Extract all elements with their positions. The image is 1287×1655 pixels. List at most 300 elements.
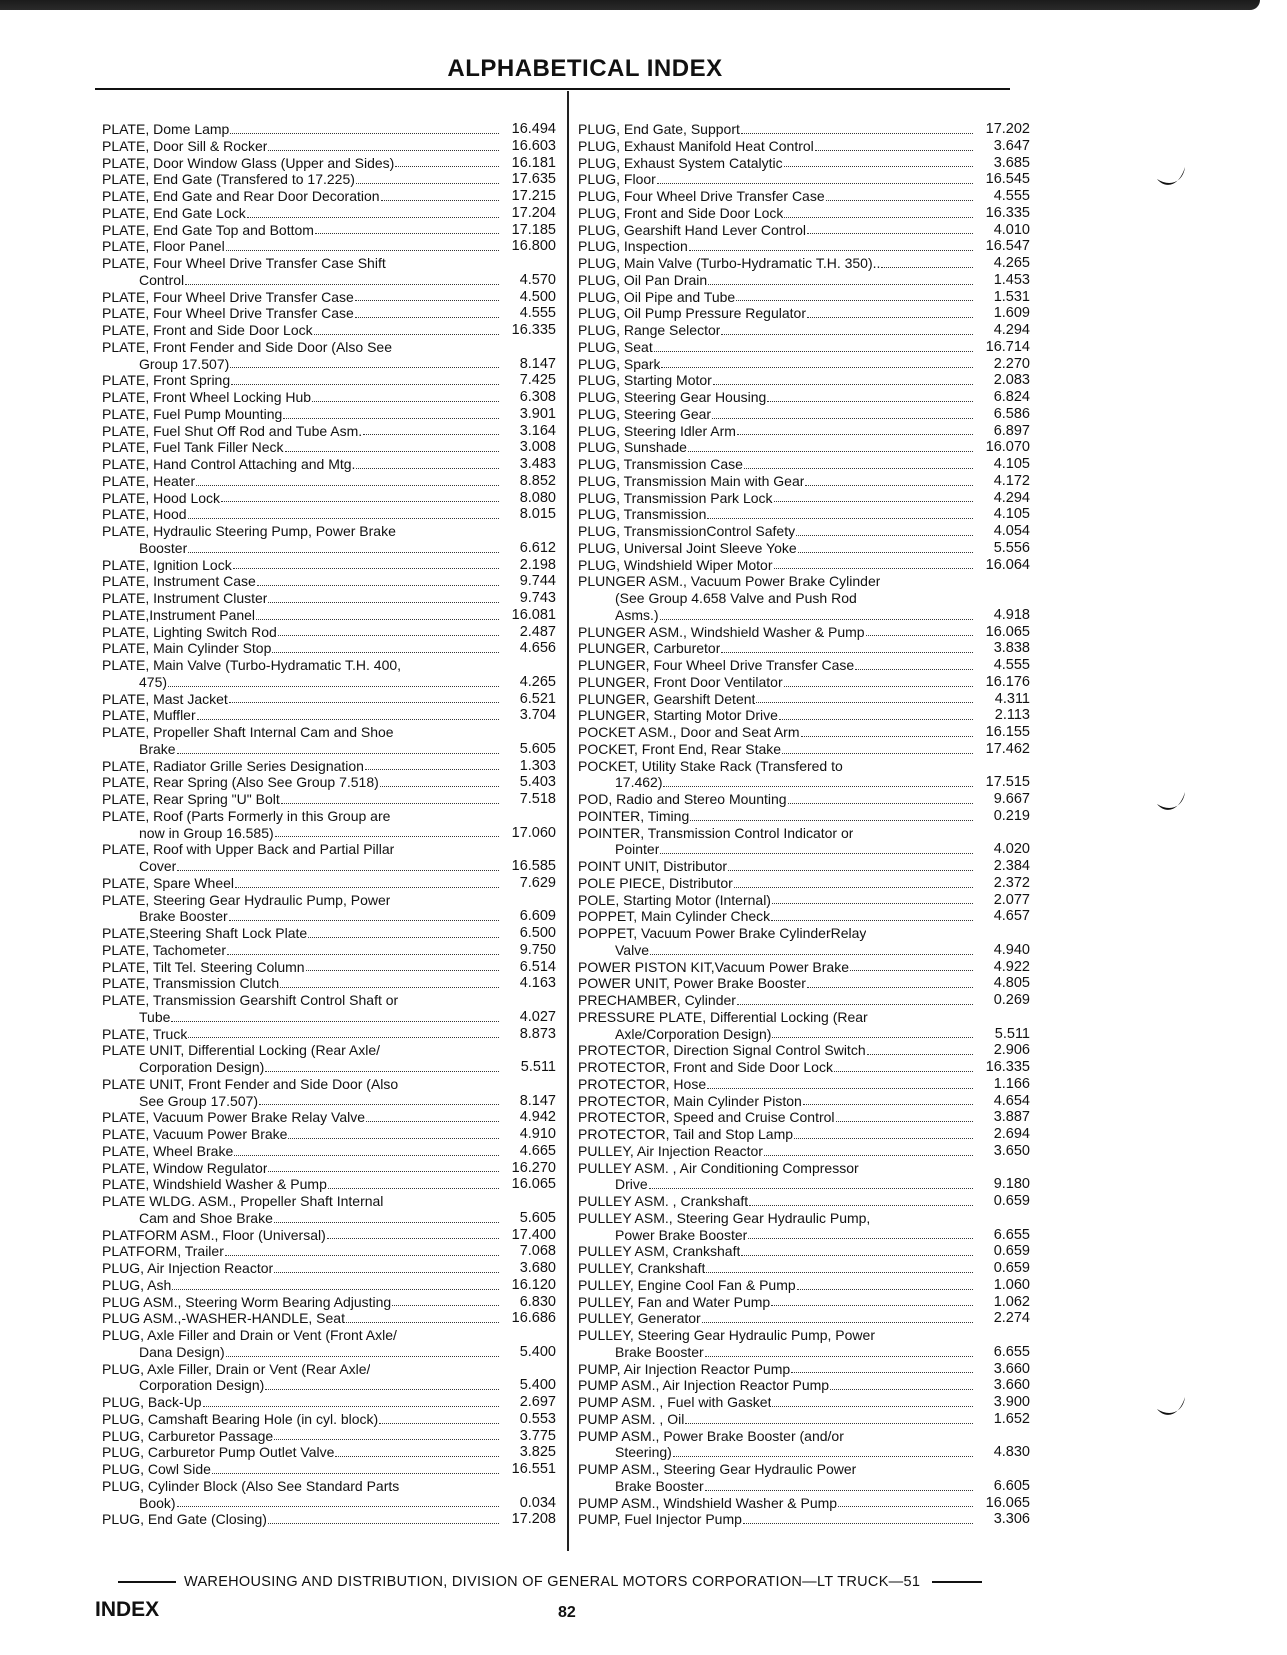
index-entry bbox=[102, 1042, 556, 1059]
dot-leader bbox=[229, 920, 499, 921]
index-entry-name: PLATE, Steering Gear Hydraulic Pump, Power bbox=[102, 891, 391, 908]
dot-leader bbox=[788, 803, 973, 804]
index-entry-group: 4.922 bbox=[993, 958, 1030, 975]
dot-leader bbox=[274, 1222, 499, 1223]
index-entry bbox=[102, 1160, 556, 1177]
index-entry bbox=[578, 1411, 1030, 1428]
index-entry-name: PLATE, End Gate Top and Bottom bbox=[102, 221, 314, 238]
index-entry-group: 3.483 bbox=[519, 456, 556, 472]
index-entry-name: PLUG, Carburetor Passage bbox=[102, 1427, 274, 1444]
index-entry-group: 5.605 bbox=[519, 740, 556, 757]
index-entry bbox=[578, 791, 1030, 808]
index-entry-name: PLATE, Rear Spring (Also See Group 7.518) bbox=[102, 774, 379, 791]
index-entry-name: PULLEY, Air Injection Reactor bbox=[578, 1142, 763, 1159]
dot-leader bbox=[660, 619, 973, 620]
index-entry bbox=[102, 808, 556, 825]
dot-leader bbox=[663, 786, 973, 787]
dot-leader bbox=[756, 702, 973, 703]
index-entry bbox=[102, 908, 556, 925]
index-entry-name: PLUG, Transmission Main with Gear bbox=[578, 472, 805, 489]
index-entry-name: PLATE, Truck bbox=[102, 1025, 188, 1042]
index-entry-name: POCKET, Utility Stake Rack (Transfered to bbox=[578, 757, 843, 774]
dot-leader bbox=[203, 1406, 499, 1407]
index-entry bbox=[578, 1461, 1030, 1478]
index-entry-group: 3.825 bbox=[519, 1444, 556, 1461]
index-entry-name: PLATE, End Gate Lock bbox=[102, 204, 246, 221]
index-entry-name: PRESSURE PLATE, Differential Locking (Rear bbox=[578, 1008, 868, 1025]
index-entry-group: 8.015 bbox=[519, 506, 556, 523]
dot-leader bbox=[654, 351, 973, 352]
index-entry bbox=[578, 272, 1030, 289]
dot-leader bbox=[784, 217, 973, 218]
index-entry bbox=[578, 490, 1030, 507]
index-entry-group: 2.198 bbox=[519, 556, 556, 573]
index-entry-name: PLUNGER, Four Wheel Drive Transfer Case bbox=[578, 657, 855, 673]
index-entry bbox=[578, 875, 1030, 892]
index-entry-name: PLATE, Hand Control Attaching and Mtg. bbox=[102, 456, 356, 472]
dot-leader bbox=[830, 1389, 973, 1390]
dot-leader bbox=[356, 183, 499, 184]
index-entry-name: POLE PIECE, Distributor bbox=[578, 874, 733, 891]
index-entry-name: PROTECTOR, Hose bbox=[578, 1075, 707, 1092]
index-entry-group: 4.665 bbox=[519, 1142, 556, 1159]
index-entry bbox=[102, 490, 556, 507]
index-entry bbox=[102, 892, 556, 909]
index-entry-name: PLATE WLDG. ASM., Propeller Shaft Internal bbox=[102, 1193, 384, 1209]
index-entry bbox=[578, 992, 1030, 1009]
index-entry-name: POINTER, Transmission Control Indicator or bbox=[578, 824, 854, 841]
dot-leader bbox=[784, 166, 973, 167]
index-entry-name: PLUG, TransmissionControl Safety bbox=[578, 523, 796, 539]
index-entry-group: 6.655 bbox=[993, 1343, 1030, 1360]
index-entry bbox=[578, 1294, 1030, 1311]
index-entry-name: PUMP ASM., Steering Gear Hydraulic Power bbox=[578, 1461, 857, 1477]
index-entry-name: PLATE, Main Cylinder Stop bbox=[102, 640, 272, 657]
dot-leader bbox=[268, 1171, 499, 1172]
index-entry-group: 7.068 bbox=[519, 1243, 556, 1260]
index-entry bbox=[102, 506, 556, 523]
index-entry-group: 16.064 bbox=[985, 556, 1030, 573]
index-entry bbox=[578, 188, 1030, 205]
footer-rule-left bbox=[118, 1581, 176, 1583]
index-entry bbox=[102, 992, 556, 1009]
index-entry bbox=[578, 908, 1030, 925]
index-entry bbox=[578, 1495, 1030, 1512]
dot-leader bbox=[233, 568, 499, 569]
index-entry-group: 1.303 bbox=[519, 757, 556, 774]
index-entry-name: PROTECTOR, Front and Side Door Lock bbox=[578, 1059, 833, 1075]
index-entry-group: 2.697 bbox=[519, 1394, 556, 1410]
index-entry-name: PLATFORM ASM., Floor (Universal) bbox=[102, 1226, 326, 1243]
index-entry bbox=[578, 1076, 1030, 1093]
index-entry-group: 2.270 bbox=[993, 355, 1030, 372]
index-entry bbox=[102, 557, 556, 574]
index-entry-group: 5.400 bbox=[519, 1377, 556, 1394]
index-entry bbox=[578, 1176, 1030, 1193]
index-entry-name: PLATE, End Gate (Transfered to 17.225) bbox=[102, 171, 355, 188]
index-entry bbox=[578, 1310, 1030, 1327]
index-entry bbox=[102, 389, 556, 406]
index-entry-name: PLUG, Camshaft Bearing Hole (in cyl. block) bbox=[102, 1410, 379, 1427]
index-entry bbox=[102, 1461, 556, 1478]
index-entry-name: PLATE, Ignition Lock bbox=[102, 556, 232, 573]
dot-leader bbox=[312, 401, 499, 402]
index-entry-name: PLUG, Seat bbox=[578, 338, 653, 355]
index-entry-name: PLUG, End Gate, Support bbox=[578, 121, 740, 137]
dot-leader bbox=[268, 602, 499, 603]
index-entry-name: Brake Booster bbox=[615, 1343, 704, 1360]
index-entry bbox=[102, 121, 556, 138]
index-entry bbox=[102, 724, 556, 741]
index-entry-group: 4.010 bbox=[993, 221, 1030, 238]
index-entry-name: PLATE, Instrument Cluster bbox=[102, 590, 268, 606]
dot-leader bbox=[737, 434, 973, 435]
index-entry-group: 17.515 bbox=[985, 774, 1030, 791]
index-entry-group: 17.060 bbox=[511, 824, 556, 841]
index-entry bbox=[102, 272, 556, 289]
index-entry-name: PLATE, Main Valve (Turbo-Hydramatic T.H. 400, bbox=[102, 657, 402, 673]
index-entry-name: PLATE, Rear Spring "U" Bolt bbox=[102, 791, 280, 807]
index-entry-group: 5.400 bbox=[519, 1343, 556, 1360]
index-entry-group: 4.940 bbox=[993, 941, 1030, 958]
index-entry bbox=[102, 456, 556, 473]
index-entry bbox=[102, 774, 556, 791]
index-entry-name: Valve bbox=[615, 941, 649, 958]
binder-hole-mark-icon bbox=[1155, 1395, 1187, 1421]
dot-leader bbox=[881, 267, 973, 268]
index-entry-group: 2.077 bbox=[993, 891, 1030, 908]
index-entry-name: PROTECTOR, Tail and Stop Lamp bbox=[578, 1126, 794, 1142]
index-entry bbox=[578, 1093, 1030, 1110]
index-entry-name: PLUG, Front and Side Door Lock bbox=[578, 204, 784, 221]
index-entry-name: PLUG, Carburetor Pump Outlet Valve bbox=[102, 1444, 335, 1461]
index-entry bbox=[102, 858, 556, 875]
dot-leader bbox=[749, 1205, 973, 1206]
dot-leader bbox=[850, 970, 973, 971]
index-entry bbox=[578, 423, 1030, 440]
page-number: 82 bbox=[558, 1604, 576, 1621]
index-entry bbox=[102, 1076, 556, 1093]
index-entry-name: PLATE, Heater bbox=[102, 472, 196, 489]
index-entry bbox=[578, 506, 1030, 523]
index-entry-group: 1.453 bbox=[993, 271, 1030, 288]
index-entry-group: 9.744 bbox=[519, 573, 556, 590]
index-entry bbox=[578, 155, 1030, 172]
index-entry-name: PLUG, Spark bbox=[578, 355, 661, 372]
dot-leader bbox=[308, 937, 499, 938]
index-entry-name: PROTECTOR, Main Cylinder Piston bbox=[578, 1092, 802, 1109]
index-entry-group: 1.062 bbox=[993, 1293, 1030, 1310]
dot-leader bbox=[798, 552, 973, 553]
index-entry-name: PLUNGER, Front Door Ventilator bbox=[578, 673, 783, 690]
index-entry-name: Brake Booster bbox=[615, 1477, 704, 1494]
index-entry-name: PLUG ASM.,-WASHER-HANDLE, Seat bbox=[102, 1310, 345, 1327]
index-entry-group: 3.660 bbox=[993, 1360, 1030, 1377]
dot-leader bbox=[836, 1121, 973, 1122]
index-entry-group: 9.750 bbox=[519, 941, 556, 958]
dot-leader bbox=[314, 334, 499, 335]
index-entry-group: 6.609 bbox=[519, 908, 556, 925]
index-entry-name: Corporation Design) bbox=[139, 1377, 265, 1394]
index-entry bbox=[102, 741, 556, 758]
dot-leader bbox=[230, 367, 499, 368]
index-entry bbox=[102, 1428, 556, 1445]
index-entry bbox=[102, 1361, 556, 1378]
index-entry bbox=[102, 925, 556, 942]
index-entry-name: PLATE, Instrument Case bbox=[102, 573, 256, 590]
index-entry bbox=[102, 238, 556, 255]
index-entry-name: PLATE, Dome Lamp bbox=[102, 121, 230, 137]
index-entry-name: PLUG, Starting Motor bbox=[578, 372, 712, 389]
index-entry-group: 4.311 bbox=[994, 690, 1030, 707]
index-entry bbox=[578, 339, 1030, 356]
index-entry bbox=[578, 1260, 1030, 1277]
index-entry bbox=[102, 959, 556, 976]
index-entry-name: POCKET ASM., Door and Seat Arm bbox=[578, 724, 800, 740]
index-entry-group: 1.166 bbox=[993, 1075, 1030, 1092]
index-entry-name: Dana Design) bbox=[139, 1343, 225, 1360]
index-entry bbox=[102, 1243, 556, 1260]
index-entry-name: PLUG, Air Injection Reactor bbox=[102, 1260, 274, 1276]
dot-leader bbox=[230, 133, 499, 134]
index-entry bbox=[102, 1344, 556, 1361]
dot-leader bbox=[256, 619, 499, 620]
index-entry-group: 6.824 bbox=[993, 389, 1030, 405]
index-entry bbox=[102, 674, 556, 691]
index-entry bbox=[578, 1042, 1030, 1059]
index-entry bbox=[102, 205, 556, 222]
index-entry-group: 4.265 bbox=[519, 673, 556, 690]
dot-leader bbox=[713, 384, 973, 385]
index-entry-group: 9.180 bbox=[993, 1176, 1030, 1193]
index-entry-group: 3.647 bbox=[993, 137, 1030, 154]
dot-leader bbox=[807, 317, 973, 318]
dot-leader bbox=[774, 501, 973, 502]
dot-leader bbox=[188, 552, 499, 553]
index-entry-group: 4.555 bbox=[993, 657, 1030, 673]
index-entry-name: PUMP ASM. , Oil bbox=[578, 1410, 685, 1427]
index-entry bbox=[578, 289, 1030, 306]
index-entry bbox=[102, 255, 556, 272]
index-entry-name: Pointer bbox=[615, 841, 660, 858]
dot-leader bbox=[673, 1456, 973, 1457]
index-entry bbox=[578, 138, 1030, 155]
index-entry-group: 4.163 bbox=[519, 975, 556, 992]
index-entry bbox=[578, 774, 1030, 791]
index-entry-name: PULLEY ASM, Crankshaft bbox=[578, 1243, 741, 1260]
dot-leader bbox=[171, 1021, 499, 1022]
index-entry-name: PLATFORM, Trailer bbox=[102, 1243, 224, 1260]
index-entry bbox=[578, 1227, 1030, 1244]
dot-leader bbox=[807, 233, 973, 234]
index-entry-name: PUMP, Fuel Injector Pump bbox=[578, 1511, 742, 1528]
index-entry bbox=[102, 1277, 556, 1294]
dot-leader bbox=[366, 1121, 499, 1122]
index-entry-group: 3.650 bbox=[993, 1142, 1030, 1159]
index-entry-group: 17.208 bbox=[511, 1511, 556, 1528]
dot-leader bbox=[815, 150, 973, 151]
index-entry-group: 7.629 bbox=[519, 874, 556, 891]
index-entry-group: 0.034 bbox=[519, 1494, 556, 1511]
index-entry-group: 8.873 bbox=[519, 1025, 556, 1042]
index-entry-group: 9.667 bbox=[993, 791, 1030, 807]
index-entry-group: 2.694 bbox=[993, 1126, 1030, 1142]
index-entry-group: 16.176 bbox=[985, 673, 1030, 690]
index-entry-group: 3.306 bbox=[993, 1511, 1030, 1528]
index-entry bbox=[578, 808, 1030, 825]
dot-leader bbox=[772, 1406, 973, 1407]
dot-leader bbox=[306, 970, 499, 971]
index-entry-group: 4.942 bbox=[519, 1109, 556, 1126]
index-entry-name: PLATE, Front and Side Door Lock bbox=[102, 322, 313, 338]
index-entry-name: PLATE, Hydraulic Steering Pump, Power Brake bbox=[102, 523, 396, 539]
dot-leader bbox=[661, 367, 973, 368]
index-entry-group: 3.008 bbox=[519, 439, 556, 456]
dot-leader bbox=[226, 250, 499, 251]
index-entry bbox=[578, 222, 1030, 239]
dot-leader bbox=[346, 1322, 499, 1323]
dot-leader bbox=[335, 1456, 499, 1457]
index-entry bbox=[102, 1143, 556, 1160]
dot-leader bbox=[771, 920, 973, 921]
index-entry-name: PUMP ASM., Power Brake Booster (and/or bbox=[578, 1427, 844, 1444]
index-entry bbox=[102, 640, 556, 657]
index-entry-name: PLATE, Tilt Tel. Steering Column bbox=[102, 958, 305, 975]
dot-leader bbox=[226, 1356, 499, 1357]
index-entry-group: 17.462 bbox=[985, 740, 1030, 757]
index-entry-group: 4.555 bbox=[519, 305, 556, 322]
index-entry bbox=[102, 523, 556, 540]
index-entry bbox=[578, 1361, 1030, 1378]
index-entry-name: PLATE UNIT, Differential Locking (Rear Axle/ bbox=[102, 1042, 381, 1059]
index-entry bbox=[578, 892, 1030, 909]
index-entry bbox=[102, 758, 556, 775]
index-entry-group: 17.635 bbox=[511, 171, 556, 188]
dot-leader bbox=[392, 1305, 499, 1306]
dot-leader bbox=[706, 1272, 973, 1273]
index-entry-name: PLATE, Hood Lock bbox=[102, 489, 221, 506]
index-entry-group: 16.603 bbox=[511, 137, 556, 154]
dot-leader bbox=[274, 1272, 499, 1273]
dot-leader bbox=[281, 803, 499, 804]
dot-leader bbox=[741, 1255, 973, 1256]
index-entry bbox=[102, 356, 556, 373]
index-entry-group: 16.547 bbox=[985, 238, 1030, 255]
index-entry-name: PLATE, Roof with Upper Back and Partial Pillar bbox=[102, 841, 395, 858]
index-entry bbox=[102, 1495, 556, 1512]
index-entry bbox=[102, 188, 556, 205]
dot-leader bbox=[227, 954, 499, 955]
index-entry bbox=[578, 624, 1030, 641]
index-entry bbox=[578, 1277, 1030, 1294]
dot-leader bbox=[278, 635, 499, 636]
index-entry-group: 16.181 bbox=[511, 154, 556, 171]
index-entry-name: Cam and Shoe Brake bbox=[139, 1209, 273, 1226]
index-entry bbox=[578, 1059, 1030, 1076]
index-entry-name: PULLEY, Crankshaft bbox=[578, 1260, 706, 1276]
index-entry bbox=[578, 439, 1030, 456]
index-entry bbox=[578, 456, 1030, 473]
index-entry-group: 16.335 bbox=[511, 322, 556, 338]
index-entry bbox=[102, 1193, 556, 1210]
index-entry-name: PLATE, Four Wheel Drive Transfer Case Shift bbox=[102, 255, 386, 271]
index-entry bbox=[102, 406, 556, 423]
index-entry bbox=[102, 691, 556, 708]
index-entry-group: 6.605 bbox=[993, 1477, 1030, 1494]
index-entry-group: 4.500 bbox=[519, 288, 556, 305]
index-entry bbox=[578, 640, 1030, 657]
index-entry-group: 0.659 bbox=[993, 1243, 1030, 1260]
index-entry-name: Axle/Corporation Design) bbox=[615, 1025, 772, 1042]
index-entry-name: PLUG, Exhaust Manifold Heat Control bbox=[578, 137, 814, 154]
dot-leader bbox=[690, 820, 973, 821]
index-entry bbox=[578, 322, 1030, 339]
index-entry-name: PLATE, Transmission Gearshift Control Shaft or bbox=[102, 992, 399, 1008]
index-entry bbox=[578, 389, 1030, 406]
dot-leader bbox=[265, 1389, 499, 1390]
index-entry-name: POPPET, Main Cylinder Check bbox=[578, 908, 771, 925]
dot-leader bbox=[764, 1155, 973, 1156]
top-edge-bar bbox=[0, 0, 1260, 10]
index-entry bbox=[578, 1193, 1030, 1210]
index-entry-group: 1.531 bbox=[993, 288, 1030, 305]
index-entry-name: PULLEY, Steering Gear Hydraulic Pump, Power bbox=[578, 1327, 875, 1343]
index-entry bbox=[578, 1344, 1030, 1361]
index-entry-name: PUMP ASM., Windshield Washer & Pump bbox=[578, 1494, 838, 1511]
dot-leader bbox=[381, 200, 499, 201]
index-entry bbox=[102, 1294, 556, 1311]
index-entry-name: PLUG, Oil Pipe and Tube bbox=[578, 288, 736, 305]
index-entry bbox=[102, 1377, 556, 1394]
dot-leader bbox=[744, 468, 973, 469]
dot-leader bbox=[328, 1188, 499, 1189]
index-entry bbox=[102, 1310, 556, 1327]
index-entry-name: PULLEY, Engine Cool Fan & Pump bbox=[578, 1276, 796, 1293]
index-entry-name: POWER UNIT, Power Brake Booster bbox=[578, 975, 806, 992]
index-entry-group: 6.500 bbox=[519, 925, 556, 941]
dot-leader bbox=[712, 418, 973, 419]
dot-leader bbox=[185, 284, 499, 285]
index-entry-group: 1.609 bbox=[993, 305, 1030, 322]
dot-leader bbox=[685, 1423, 973, 1424]
index-entry-name: 475) bbox=[139, 673, 168, 690]
index-entry bbox=[578, 758, 1030, 775]
index-entry bbox=[102, 1260, 556, 1277]
index-entry-name: Tube bbox=[139, 1008, 171, 1025]
index-entry-name: PLUG, Oil Pump Pressure Regulator bbox=[578, 305, 806, 322]
index-entry-name: Group 17.507) bbox=[139, 355, 230, 372]
index-entry-name: PLATE, Radiator Grille Series Designation bbox=[102, 757, 364, 774]
index-entry-name: PLATE, End Gate and Rear Door Decoration bbox=[102, 188, 380, 204]
index-entry-group: 16.585 bbox=[511, 858, 556, 874]
dot-leader bbox=[363, 434, 499, 435]
index-entry-name: PLATE, Fuel Pump Mounting bbox=[102, 405, 283, 422]
index-entry-name: Drive bbox=[615, 1176, 648, 1193]
index-entry-name: PLATE UNIT, Front Fender and Side Door (Also bbox=[102, 1075, 399, 1092]
index-entry-name: PLUG, Axle Filler, Drain or Vent (Rear Axle/ bbox=[102, 1360, 371, 1377]
index-entry-group: 3.660 bbox=[993, 1377, 1030, 1394]
index-entry-name: POWER PISTON KIT,Vacuum Power Brake bbox=[578, 958, 850, 975]
index-entry-group: 7.518 bbox=[519, 791, 556, 807]
dot-leader bbox=[657, 183, 973, 184]
dot-leader bbox=[272, 652, 499, 653]
index-entry-group: 9.743 bbox=[519, 590, 556, 606]
dot-leader bbox=[259, 1104, 499, 1105]
index-entry-group: 7.425 bbox=[519, 372, 556, 389]
index-entry bbox=[102, 1059, 556, 1076]
footer-publisher-text: WAREHOUSING AND DISTRIBUTION, DIVISION OF GENERAL MOTORS CORPORATION—LT TRUCK—51 bbox=[184, 1574, 921, 1590]
index-entry bbox=[578, 205, 1030, 222]
